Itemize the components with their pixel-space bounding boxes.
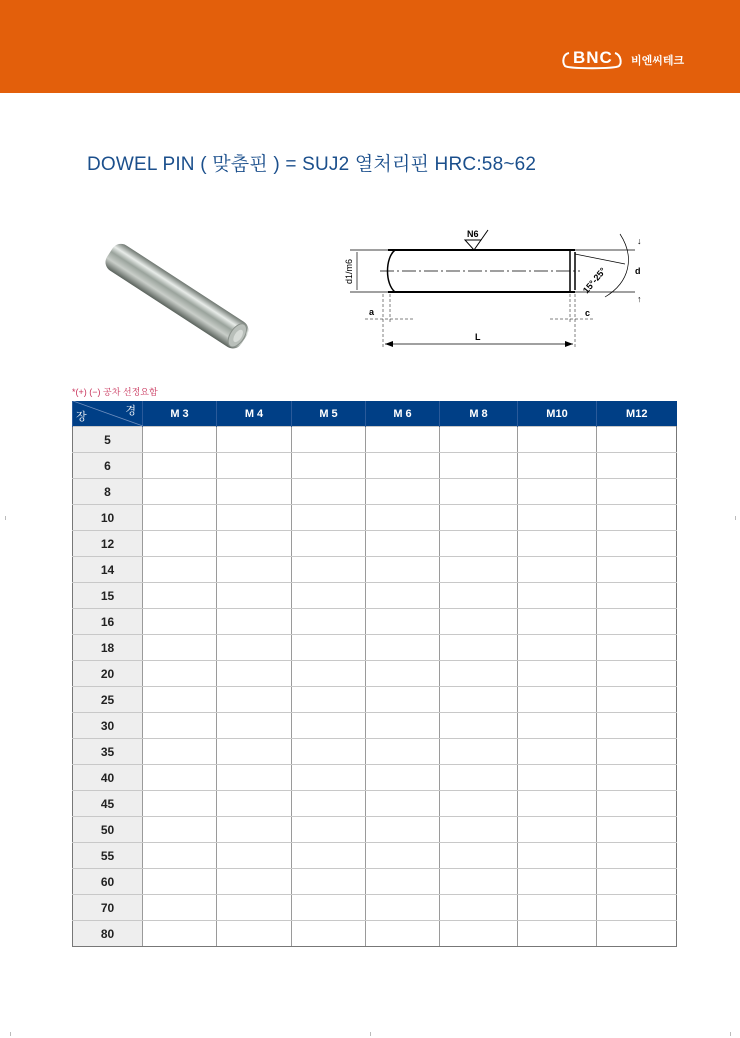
value-cell [597, 713, 677, 739]
value-cell [597, 635, 677, 661]
table-row [73, 531, 677, 557]
table-row [73, 739, 677, 765]
value-cell [597, 895, 677, 921]
value-cell [440, 479, 518, 505]
length-cell: 10 [73, 505, 143, 531]
table-row [73, 635, 677, 661]
value-cell [143, 453, 217, 479]
value-cell [518, 427, 597, 453]
value-cell [518, 557, 597, 583]
value-cell [366, 609, 440, 635]
value-cell [440, 531, 518, 557]
value-cell [440, 739, 518, 765]
value-cell [440, 661, 518, 687]
length-cell: 18 [73, 635, 143, 661]
value-cell [292, 531, 366, 557]
table-row [73, 609, 677, 635]
value-cell [292, 817, 366, 843]
value-cell [143, 583, 217, 609]
value-cell [366, 869, 440, 895]
value-cell [143, 895, 217, 921]
value-cell [366, 921, 440, 947]
value-cell [518, 661, 597, 687]
value-cell [217, 453, 292, 479]
value-cell [217, 817, 292, 843]
table-row [73, 817, 677, 843]
value-cell [217, 713, 292, 739]
value-cell [366, 635, 440, 661]
brand-name: 비엔씨테크 [631, 55, 685, 67]
value-cell [440, 635, 518, 661]
value-cell [366, 765, 440, 791]
length-cell: 55 [73, 843, 143, 869]
length-cell: 20 [73, 661, 143, 687]
value-cell [597, 791, 677, 817]
table-row [73, 661, 677, 687]
page-title: DOWEL PIN ( 맞춤핀 ) = SUJ2 열처리핀 HRC:58~62 [87, 154, 537, 175]
value-cell [292, 505, 366, 531]
table-row [73, 895, 677, 921]
value-cell [292, 583, 366, 609]
length-cell: 70 [73, 895, 143, 921]
value-cell [217, 427, 292, 453]
value-cell [597, 531, 677, 557]
value-cell [597, 739, 677, 765]
value-cell [440, 505, 518, 531]
svg-text:N6: N6 [467, 229, 479, 239]
length-axis-label: 장 [76, 411, 87, 423]
value-cell [440, 843, 518, 869]
svg-text:d: d [635, 266, 641, 276]
length-cell: 50 [73, 817, 143, 843]
value-cell [597, 583, 677, 609]
value-cell [440, 791, 518, 817]
column-header: M12 [597, 401, 677, 427]
value-cell [597, 869, 677, 895]
value-cell [597, 921, 677, 947]
length-cell: 8 [73, 479, 143, 505]
value-cell [292, 479, 366, 505]
value-cell [440, 687, 518, 713]
column-header: M 5 [292, 401, 366, 427]
value-cell [143, 921, 217, 947]
svg-text:↓: ↓ [637, 236, 642, 246]
value-cell [143, 609, 217, 635]
value-cell [518, 479, 597, 505]
tolerance-note: *(+) (−) 공차 선정요함 [72, 387, 158, 397]
value-cell [217, 479, 292, 505]
value-cell [217, 661, 292, 687]
value-cell [518, 765, 597, 791]
value-cell [292, 635, 366, 661]
value-cell [143, 765, 217, 791]
value-cell [143, 531, 217, 557]
value-cell [217, 869, 292, 895]
table-row [73, 583, 677, 609]
value-cell [217, 843, 292, 869]
value-cell [292, 791, 366, 817]
value-cell [518, 791, 597, 817]
value-cell [217, 765, 292, 791]
value-cell [597, 765, 677, 791]
column-header: M 4 [217, 401, 292, 427]
crop-mark [5, 516, 6, 520]
length-cell: 80 [73, 921, 143, 947]
value-cell [440, 765, 518, 791]
value-cell [518, 739, 597, 765]
value-cell [292, 843, 366, 869]
value-cell [143, 869, 217, 895]
value-cell [143, 817, 217, 843]
crop-mark [370, 1032, 371, 1036]
value-cell [217, 687, 292, 713]
svg-text:d1/m6: d1/m6 [344, 258, 354, 284]
value-cell [597, 479, 677, 505]
value-cell [518, 583, 597, 609]
value-cell [143, 713, 217, 739]
length-cell: 6 [73, 453, 143, 479]
header-bar [0, 0, 740, 93]
brand-logo [561, 48, 684, 72]
value-cell [518, 687, 597, 713]
length-cell: 15 [73, 583, 143, 609]
value-cell [597, 427, 677, 453]
length-cell: 14 [73, 557, 143, 583]
table-row [73, 713, 677, 739]
value-cell [440, 921, 518, 947]
table-row [73, 557, 677, 583]
length-cell: 30 [73, 713, 143, 739]
value-cell [440, 817, 518, 843]
value-cell [518, 843, 597, 869]
length-cell: 25 [73, 687, 143, 713]
value-cell [292, 895, 366, 921]
table-row [73, 427, 677, 453]
value-cell [217, 739, 292, 765]
value-cell [143, 427, 217, 453]
value-cell [143, 791, 217, 817]
length-cell: 35 [73, 739, 143, 765]
value-cell [143, 505, 217, 531]
dowel-pin-photo [100, 222, 265, 352]
value-cell [366, 531, 440, 557]
value-cell [143, 557, 217, 583]
value-cell [217, 921, 292, 947]
svg-text:c: c [585, 308, 591, 318]
value-cell [366, 583, 440, 609]
column-header: M10 [518, 401, 597, 427]
value-cell [217, 895, 292, 921]
value-cell [292, 739, 366, 765]
column-header: M 3 [143, 401, 217, 427]
value-cell [217, 583, 292, 609]
length-cell: 60 [73, 869, 143, 895]
column-header: M 8 [440, 401, 518, 427]
value-cell [440, 869, 518, 895]
table-row [73, 869, 677, 895]
value-cell [292, 427, 366, 453]
value-cell [366, 843, 440, 869]
value-cell [518, 453, 597, 479]
value-cell [217, 557, 292, 583]
table-row [73, 791, 677, 817]
value-cell [292, 453, 366, 479]
crop-mark [735, 516, 736, 520]
size-table [72, 401, 677, 947]
length-cell: 12 [73, 531, 143, 557]
value-cell [366, 661, 440, 687]
value-cell [292, 661, 366, 687]
svg-text:↑: ↑ [637, 294, 642, 304]
column-header: M 6 [366, 401, 440, 427]
value-cell [518, 869, 597, 895]
value-cell [518, 817, 597, 843]
value-cell [217, 505, 292, 531]
value-cell [440, 609, 518, 635]
value-cell [143, 479, 217, 505]
length-cell: 5 [73, 427, 143, 453]
value-cell [292, 765, 366, 791]
diameter-axis-label: 경 [125, 405, 136, 417]
value-cell [597, 609, 677, 635]
value-cell [597, 687, 677, 713]
table-row [73, 765, 677, 791]
value-cell [518, 921, 597, 947]
svg-text:L: L [475, 332, 481, 342]
value-cell [366, 739, 440, 765]
length-cell: 40 [73, 765, 143, 791]
value-cell [366, 817, 440, 843]
svg-text:15°-25°: 15°-25° [580, 265, 608, 296]
value-cell [518, 609, 597, 635]
value-cell [597, 557, 677, 583]
value-cell [518, 531, 597, 557]
svg-text:a: a [369, 307, 375, 317]
value-cell [143, 687, 217, 713]
value-cell [143, 739, 217, 765]
table-row [73, 479, 677, 505]
value-cell [366, 557, 440, 583]
table-row [73, 453, 677, 479]
value-cell [366, 453, 440, 479]
value-cell [292, 557, 366, 583]
value-cell [440, 557, 518, 583]
value-cell [366, 427, 440, 453]
value-cell [597, 505, 677, 531]
value-cell [366, 791, 440, 817]
value-cell [292, 687, 366, 713]
technical-drawing [335, 222, 655, 352]
crop-mark [730, 1032, 731, 1036]
value-cell [518, 713, 597, 739]
value-cell [597, 843, 677, 869]
value-cell [366, 895, 440, 921]
value-cell [597, 661, 677, 687]
table-row [73, 843, 677, 869]
value-cell [217, 531, 292, 557]
table-row [73, 921, 677, 947]
value-cell [366, 687, 440, 713]
value-cell [440, 713, 518, 739]
value-cell [518, 895, 597, 921]
value-cell [143, 635, 217, 661]
value-cell [366, 713, 440, 739]
table-row [73, 687, 677, 713]
value-cell [518, 505, 597, 531]
length-cell: 45 [73, 791, 143, 817]
value-cell [440, 427, 518, 453]
table-header-row [73, 401, 677, 427]
table-row [73, 505, 677, 531]
value-cell [292, 869, 366, 895]
length-cell: 16 [73, 609, 143, 635]
value-cell [217, 635, 292, 661]
value-cell [597, 453, 677, 479]
crop-mark [10, 1032, 11, 1036]
value-cell [292, 921, 366, 947]
value-cell [143, 661, 217, 687]
value-cell [366, 505, 440, 531]
corner-header [73, 401, 143, 427]
bnc-logo-icon: BNC [561, 48, 623, 72]
value-cell [217, 791, 292, 817]
value-cell [292, 609, 366, 635]
value-cell [217, 609, 292, 635]
value-cell [366, 479, 440, 505]
value-cell [518, 635, 597, 661]
value-cell [440, 453, 518, 479]
value-cell [440, 583, 518, 609]
value-cell [292, 713, 366, 739]
value-cell [143, 843, 217, 869]
value-cell [440, 895, 518, 921]
value-cell [597, 817, 677, 843]
